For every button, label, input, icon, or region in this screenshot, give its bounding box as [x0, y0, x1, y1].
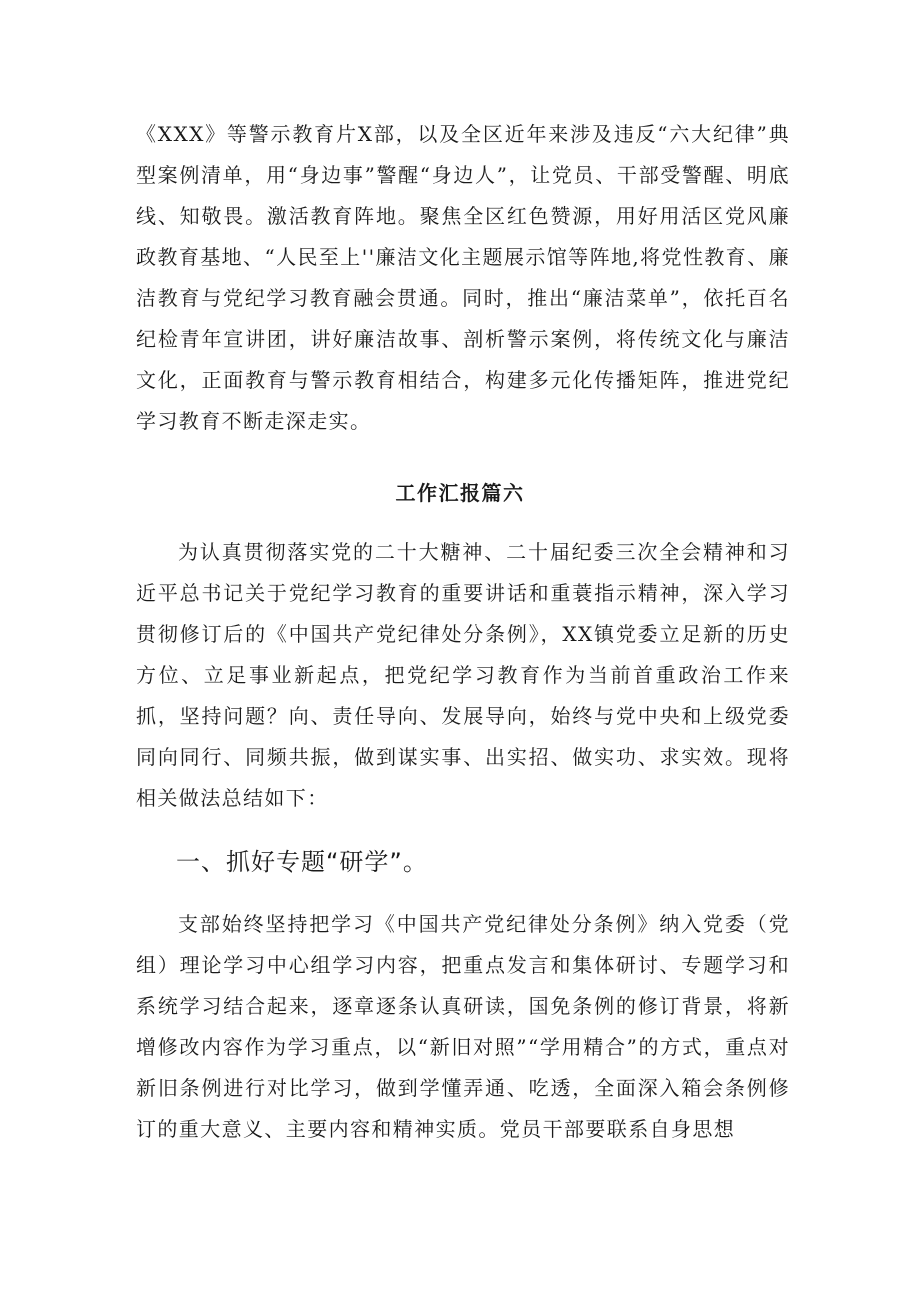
- paragraph-intro: 为认真贯彻落实党的二十大糖神、二十届纪委三次全会精神和习近平总书记关于党纪学习教育的重要讲话和重蓑指示精神，深入学习贯彻修订后的《中国共产党纪律处分条例》，XX镇党委立足新的历史方位、立足事业新起点，把党纪学习教育作为当前首重政治工作来抓，坚持问题？向、责任导向、发展导向，始终与党中央和上级党委同向同行、同频共振，做到谋实事、出实招、做实功、求实效。现将相关做法总结如下：: [136, 540, 790, 810]
- section-title: 工作汇报篇六: [395, 481, 525, 505]
- paragraph-study-content: 支部始终坚持把学习《中国共产党纪律处分条例》纳入党委（党组）理论学习中心组学习内容，把重点发言和集体研讨、专题学习和系统学习结合起来，逐章逐条认真研读，国免条例的修订背景，将新增修改内容作为学习重点，以“新旧对照”“学用精合”的方式，重点对新旧条例进行对比学习，做到学懂弄通、吃透，全面深入箱会条例修订的重大意义、主要内容和精神实质。党员干部要联系自身思想: [136, 912, 790, 1141]
- paragraph-warning-education: 《XXX》等警示教育片X部，以及全区近年来涉及违反“六大纪律”典型案例清单，用“身边事”警醒“身边人”，让党员、干部受警醒、明底线、知敬畏。激活教育阵地。聚焦全区红色赞源，用好用活区党风廉政教育基地、“人民至上''廉洁文化主题展示馆等阵地,将党性教育、廉洁教育与党纪学习教育融会贯通。同时，推出“廉洁菜单”，依托百名纪检青年宣讲团，讲好廉洁故事、剖析警示案例，将传统文化与廉洁文化，正面教育与警示教育相结合，构建多元化传播矩阵，推进党纪学习教育不断走深走实。: [136, 122, 790, 433]
- heading-study: 一、抓好专题“研学”。: [176, 848, 428, 876]
